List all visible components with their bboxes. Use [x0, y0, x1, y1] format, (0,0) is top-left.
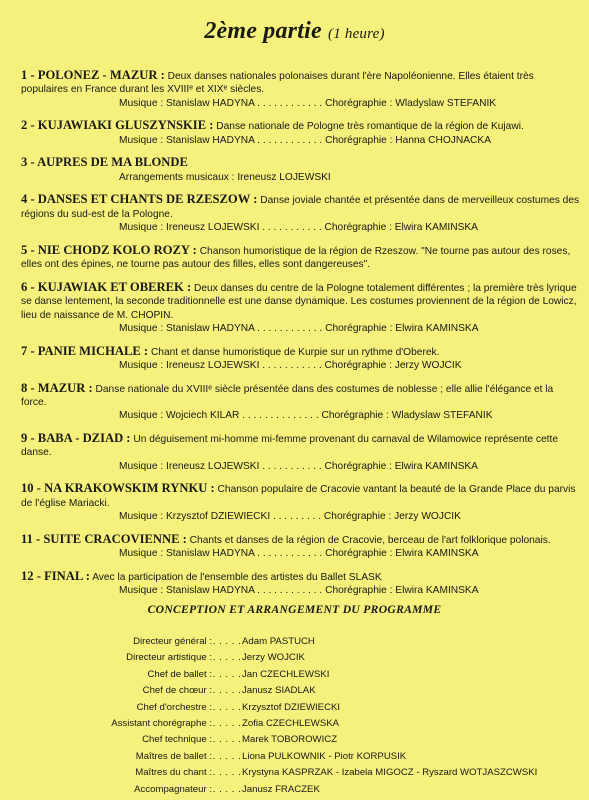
staff-dots: . . . . . [212, 668, 242, 680]
item-credits: Musique : Stanislaw HADYNA . . . . . . . . . . . . Chorégraphie : Elwira KAMINSKA [119, 548, 479, 560]
program-item [21, 482, 581, 523]
item-credits: Arrangements musicaux : Ireneusz LOJEWSKI [119, 171, 331, 183]
staff-row [0, 749, 589, 765]
staff-dots: . . . . . [212, 767, 242, 779]
staff-role: Maîtres du chant : [135, 767, 212, 779]
program-item [21, 382, 581, 423]
staff-role: Assistant chorégraphe : [111, 717, 212, 729]
item-description: Chants et danses de la région de Cracovie, berceau de l'art folklorique polonais. [186, 534, 551, 546]
item-description: Un déguisement mi-homme mi-femme provenant du carnaval de Wilamowice représente cette danse. [21, 434, 559, 459]
staff-dots: . . . . . [212, 685, 242, 697]
staff-name: Janusz SIADLAK [242, 685, 316, 697]
page-title [0, 18, 589, 45]
item-title: 5 - NIE CHODZ KOLO ROZY : [21, 242, 197, 257]
staff-name: Zofia CZECHLEWSKA [242, 717, 340, 729]
item-description: Deux danses nationales polonaises durant l'ère Napoléonienne. Elles étaient très populaires en France durant les XVIIIᵉ et XIXᵉ siècles. [21, 71, 534, 96]
staff-row [0, 782, 589, 798]
staff-dots: . . . . . [212, 750, 242, 762]
staff-name: Adam PASTUCH [242, 636, 315, 647]
item-title: 11 - SUITE CRACOVIENNE : [21, 531, 187, 546]
item-credits: Musique : Ireneusz LOJEWSKI . . . . . . . . . . . Chorégraphie : Elwira KAMINSKA [119, 222, 478, 234]
program-list [21, 69, 581, 607]
staff-dots: . . . . . [212, 636, 242, 647]
staff-name: Marek TOBOROWICZ [242, 734, 338, 746]
staff-role: Accompagnateur : [134, 783, 212, 795]
staff-name: Liona PULKOWNIK - Piotr KORPUSIK [242, 750, 407, 762]
item-title: 7 - PANIE MICHALE : [21, 343, 149, 358]
item-description: Chanson humoristique de la région de Rzeszow. "Ne tourne pas autour des roses, elles ont des épines, ne tourne pas autour des filles, elles sont dangereuses". [21, 245, 571, 271]
title-duration: (1 heure) [328, 26, 385, 42]
staff-role: Chef technique : [142, 734, 212, 746]
staff-role: Maîtres de ballet : [135, 750, 212, 762]
item-credits: Musique : Stanislaw HADYNA . . . . . . . . . . . . Chorégraphie : Hanna CHOJNACKA [119, 134, 491, 146]
item-description: Danse nationale du XVIIIᵉ siècle présentée dans des costumes de noblesse ; elle allie l'élégance et la force. [21, 383, 554, 409]
title-text: 2ème partie [204, 18, 322, 44]
item-description: Danse nationale de Pologne très romantique de la région de Kujawi. [213, 121, 524, 133]
program-item [21, 156, 581, 184]
staff-dots: . . . . . [212, 701, 242, 713]
item-description: Chanson populaire de Cracovie vantant la beauté de la Grande Place du parvis de l'église Mariacki. [21, 484, 576, 509]
item-title: 6 - KUJAWIAK ET OBEREK : [21, 279, 192, 294]
item-credits: Musique : Stanislaw HADYNA . . . . . . . . . . . . Chorégraphie : Elwira KAMINSKA [119, 323, 479, 335]
program-item [21, 244, 581, 272]
program-item [21, 281, 581, 336]
staff-role: Directeur artistique : [126, 652, 212, 664]
item-title: 10 - NA KRAKOWSKIM RYNKU : [21, 481, 215, 496]
item-title: 3 - AUPRES DE MA BLONDE [21, 155, 188, 170]
staff-role: Chef d'orchestre : [136, 701, 212, 713]
staff-row [0, 683, 589, 699]
program-item [21, 193, 581, 234]
staff-row [0, 650, 589, 666]
program-item [21, 533, 581, 561]
staff-dots: . . . . . [212, 717, 242, 729]
staff-dots: . . . . . [212, 652, 242, 664]
item-title: 12 - FINAL : [21, 568, 90, 583]
program-item [21, 345, 581, 373]
staff-role: Directeur général : [133, 636, 212, 647]
staff-dots: . . . . . [212, 734, 242, 746]
staff-role: Chef de ballet : [147, 668, 212, 680]
item-credits: Musique : Stanislaw HADYNA . . . . . . . . . . . . Chorégraphie : Wladyslaw STEFANIK [119, 97, 497, 109]
item-description: Deux danses du centre de la Pologne totalement différentes ; la première très lyrique se danse lentement, la seconde traditionnelle est une danse dynamique. Les costumes proviennent de la région de Lowicz, lieu de naissance de M. CHOPIN. [21, 282, 577, 321]
staff-name: Janusz FRACZEK [242, 783, 320, 795]
item-description: Chant et danse humoristique de Kurpie sur un rythme d'Oberek. [148, 346, 440, 358]
item-description: Danse joviale chantée et présentée dans de merveilleux costumes des régions du sud-est de la Pologne. [21, 195, 580, 220]
staff-name: Jerzy WOJCIK [242, 652, 305, 664]
item-title: 8 - MAZUR : [21, 380, 93, 395]
item-credits: Musique : Wojciech KILAR . . . . . . . . . . . . . . Chorégraphie : Wladyslaw STEFANIK [119, 410, 493, 422]
staff-row [0, 716, 589, 732]
item-description: Avec la participation de l'ensemble des artistes du Ballet SLASK [89, 571, 382, 583]
staff-role: Chef de chœur : [142, 685, 212, 697]
staff-dots: . . . . . [212, 783, 242, 795]
staff-row [0, 634, 589, 650]
program-item [21, 570, 581, 598]
item-title: 4 - DANSES ET CHANTS DE RZESZOW : [21, 192, 258, 207]
program-item [21, 69, 581, 110]
item-credits: Musique : Ireneusz LOJEWSKI . . . . . . . . . . . Chorégraphie : Jerzy WOJCIK [119, 360, 462, 372]
item-title: 9 - BABA - DZIAD : [21, 431, 131, 446]
conception-heading: CONCEPTION ET ARRANGEMENT DU PROGRAMME [147, 603, 442, 616]
staff-name: Krzysztof DZIEWIECKI [242, 701, 341, 713]
staff-list [0, 634, 589, 798]
program-item [21, 432, 581, 473]
staff-row [0, 732, 589, 748]
item-credits: Musique : Ireneusz LOJEWSKI . . . . . . . . . . . Chorégraphie : Elwira KAMINSKA [119, 460, 478, 472]
staff-row [0, 667, 589, 683]
staff-row [0, 765, 589, 781]
item-credits: Musique : Krzysztof DZIEWIECKI . . . . . . . . . Chorégraphie : Jerzy WOJCIK [119, 511, 461, 523]
staff-name: Jan CZECHLEWSKI [242, 668, 330, 680]
item-title: 1 - POLONEZ - MAZUR : [21, 68, 165, 82]
staff-row [0, 700, 589, 716]
program-item [21, 119, 581, 147]
item-credits: Musique : Stanislaw HADYNA . . . . . . . . . . . . Chorégraphie : Elwira KAMINSKA [119, 585, 479, 597]
item-title: 2 - KUJAWIAKI GLUSZYNSKIE : [21, 118, 214, 133]
staff-name: Krystyna KASPRZAK - Izabela MIGOCZ - Ryszard WOTJASZCWSKI [242, 767, 538, 779]
